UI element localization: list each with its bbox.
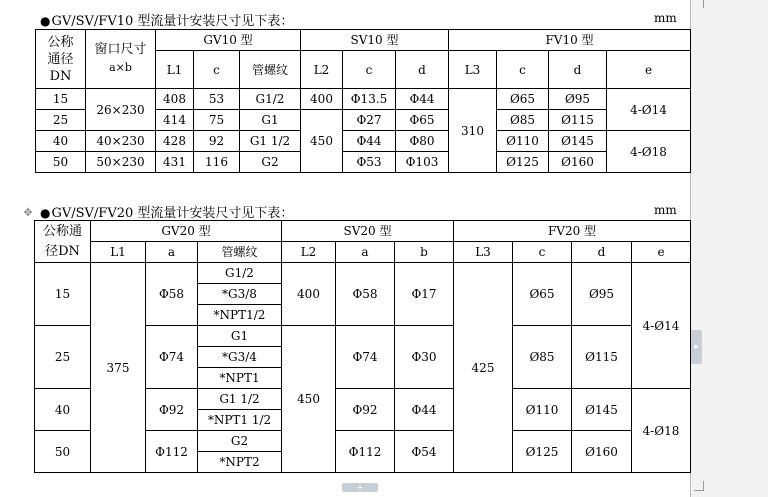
header-l2: L2 [301, 51, 343, 89]
cell-sv-b: Φ44 [395, 389, 454, 431]
header-l1: L1 [91, 242, 146, 263]
table-row [36, 89, 691, 110]
cell-thread: G2 [198, 431, 282, 452]
bullet-icon: ● [40, 14, 51, 28]
section2-heading-text: GV/SV/FV20 型流量计安装尺寸见下表： [51, 206, 294, 221]
cell-thread: *G3/8 [198, 284, 282, 305]
cell-l3: 425 [454, 263, 513, 473]
table-resize-handle-icon[interactable] [694, 481, 704, 491]
header-window [86, 30, 156, 89]
cell-a: Φ92 [146, 389, 198, 431]
cell-thread: *NPT1 [198, 368, 282, 389]
header-gv20: GV20 型 [91, 221, 282, 242]
header-e3: e [632, 242, 691, 263]
cell-c: 116 [194, 152, 240, 173]
cell-fv-d: Ø95 [549, 89, 607, 110]
cell-dn: 25 [35, 326, 91, 389]
cell-l2: 450 [282, 326, 336, 473]
section2-unit: mm [654, 203, 677, 217]
table-move-handle-icon[interactable]: ✥ [23, 206, 33, 219]
cell-l1: 375 [91, 263, 146, 473]
header-dn [36, 30, 86, 89]
header-a1: a [146, 242, 198, 263]
cell-sv-a: Φ112 [336, 431, 395, 473]
header-dn-text: 公称通径DN [42, 223, 82, 259]
plus-icon: + [356, 483, 364, 492]
cell-sv-a: Φ74 [336, 326, 395, 389]
cell-thread: G2 [240, 152, 301, 173]
cell-thread: *NPT1 1/2 [198, 410, 282, 431]
cell-fv-d: Ø115 [549, 110, 607, 131]
cell-fv-c: Ø65 [497, 89, 549, 110]
header-l2: L2 [282, 242, 336, 263]
header-l1: L1 [156, 51, 194, 89]
header-e3: e [607, 51, 691, 89]
cell-l3: 310 [449, 89, 497, 173]
cell-dn: 15 [36, 89, 86, 110]
cell-sv-d: Φ80 [396, 131, 449, 152]
cell-sv-d: Φ103 [396, 152, 449, 173]
header-dn [35, 221, 91, 263]
cell-sv-b: Φ30 [395, 326, 454, 389]
side-expand-button[interactable] [691, 330, 702, 364]
cell-thread: G1/2 [240, 89, 301, 110]
cell-a: Φ58 [146, 263, 198, 326]
cell-fv-d: Ø95 [572, 263, 632, 326]
header-d3: d [572, 242, 632, 263]
header-fv20: FV20 型 [454, 221, 691, 242]
table-row [36, 131, 691, 152]
cell-sv-b: Φ54 [395, 431, 454, 473]
header-d3: d [549, 51, 607, 89]
cell-dn: 25 [36, 110, 86, 131]
cell-dn: 15 [35, 263, 91, 326]
cell-fv-e: 4-Ø18 [632, 389, 691, 473]
header-l3: L3 [454, 242, 513, 263]
cell-a: Φ74 [146, 326, 198, 389]
section1-heading-text: GV/SV/FV10 型流量计安装尺寸见下表： [51, 14, 294, 29]
cell-sv-c: Φ13.5 [343, 89, 396, 110]
cell-sv-a: Φ92 [336, 389, 395, 431]
cell-fv-c: Ø85 [497, 110, 549, 131]
cell-dn: 50 [36, 152, 86, 173]
cell-l2: 400 [282, 263, 336, 326]
cell-l1: 428 [156, 131, 194, 152]
bullet-icon: ● [40, 206, 51, 220]
cell-fv-d: Ø160 [549, 152, 607, 173]
cell-thread: G1 [240, 110, 301, 131]
header-c3: c [497, 51, 549, 89]
cell-fv-e: 4-Ø18 [607, 131, 691, 173]
cell-fv-c: Ø110 [497, 131, 549, 152]
cell-fv-d: Ø160 [572, 431, 632, 473]
cell-l1: 408 [156, 89, 194, 110]
cell-l1: 414 [156, 110, 194, 131]
header-fv10: FV10 型 [449, 30, 691, 51]
header-window-text: 窗口尺寸 [94, 42, 147, 57]
cell-thread: G1 [198, 326, 282, 347]
cell-fv-e: 4-Ø14 [632, 263, 691, 389]
cell-sv-c: Φ53 [343, 152, 396, 173]
cell-fv-d: Ø145 [572, 389, 632, 431]
cell-thread: G1/2 [198, 263, 282, 284]
table-row [35, 263, 691, 284]
page-corner-mark [694, 0, 704, 8]
table-gv10 [35, 29, 691, 173]
add-row-button[interactable] [342, 483, 378, 492]
cell-fv-d: Ø115 [572, 326, 632, 389]
cell-sv-a: Φ58 [336, 263, 395, 326]
header-sv20: SV20 型 [282, 221, 454, 242]
cell-thread: *NPT1/2 [198, 305, 282, 326]
section2-heading [40, 202, 293, 221]
cell-thread: G1 1/2 [240, 131, 301, 152]
cell-fv-e: 4-Ø14 [607, 89, 691, 131]
document-gutter [690, 0, 768, 497]
cell-l2: 450 [301, 110, 343, 173]
chevron-right-icon: ▸ [694, 342, 699, 352]
cell-dn: 40 [36, 131, 86, 152]
cell-dn: 50 [35, 431, 91, 473]
header-c1: c [194, 51, 240, 89]
cell-c: 92 [194, 131, 240, 152]
cell-fv-c: Ø125 [513, 431, 572, 473]
header-thread: 管螺纹 [198, 242, 282, 263]
cell-fv-c: Ø110 [513, 389, 572, 431]
cell-sv-c: Φ44 [343, 131, 396, 152]
cell-fv-c: Ø65 [513, 263, 572, 326]
cell-thread: *NPT2 [198, 452, 282, 473]
header-dn-text: 公称通径DN [47, 34, 74, 84]
cell-ab: 50×230 [86, 152, 156, 173]
section1-unit: mm [654, 11, 677, 25]
cell-l2: 400 [301, 89, 343, 110]
cell-ab: 40×230 [86, 131, 156, 152]
cell-thread: G1 1/2 [198, 389, 282, 410]
header-c3: c [513, 242, 572, 263]
section1-heading [40, 10, 293, 29]
header-b2: b [395, 242, 454, 263]
cell-l1: 431 [156, 152, 194, 173]
cell-c: 53 [194, 89, 240, 110]
cell-fv-c: Ø85 [513, 326, 572, 389]
cell-fv-c: Ø125 [497, 152, 549, 173]
cell-dn: 40 [35, 389, 91, 431]
header-sv10: SV10 型 [301, 30, 449, 51]
header-gv10: GV10 型 [156, 30, 301, 51]
table-gv20 [34, 220, 691, 473]
cell-sv-b: Φ17 [395, 263, 454, 326]
header-window-sub: a×b [109, 61, 132, 74]
cell-sv-c: Φ27 [343, 110, 396, 131]
header-c2: c [343, 51, 396, 89]
header-a2: a [336, 242, 395, 263]
header-thread: 管螺纹 [240, 51, 301, 89]
cell-thread: *G3/4 [198, 347, 282, 368]
cell-ab: 26×230 [86, 89, 156, 131]
cell-sv-d: Φ65 [396, 110, 449, 131]
cell-c: 75 [194, 110, 240, 131]
header-l3: L3 [449, 51, 497, 89]
header-d2: d [396, 51, 449, 89]
table-row [36, 152, 691, 173]
cell-a: Φ112 [146, 431, 198, 473]
cell-sv-d: Φ44 [396, 89, 449, 110]
cell-fv-d: Ø145 [549, 131, 607, 152]
